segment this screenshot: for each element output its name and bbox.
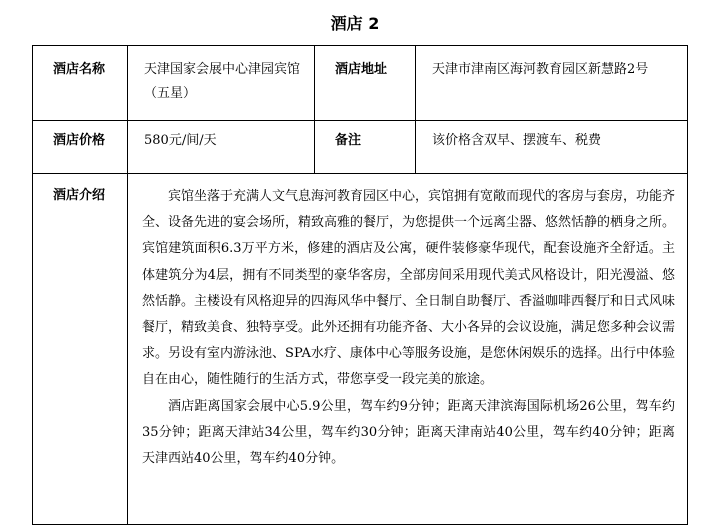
table-row bbox=[33, 46, 688, 121]
hotel-intro-label: 酒店介绍 bbox=[33, 174, 128, 525]
table-row bbox=[33, 174, 688, 525]
hotel-name-value: 天津国家会展中心津园宾馆（五星） bbox=[128, 46, 315, 121]
hotel-name-label: 酒店名称 bbox=[33, 46, 128, 121]
hotel-price-value: 580元/间/天 bbox=[128, 121, 315, 174]
hotel-price-label: 酒店价格 bbox=[33, 121, 128, 174]
page-title: 酒店 2 bbox=[330, 14, 380, 33]
table-row bbox=[33, 121, 688, 174]
hotel-distance-paragraph: 酒店距离国家会展中心5.9公里，驾车约9分钟；距离天津滨海国际机场26公里，驾车约35分钟；距离天津站34公里，驾车约30分钟；距离天津南站40公里，驾车约40分钟；距离天津西站40公里，驾车约40分钟。 bbox=[142, 398, 675, 467]
hotel-intro-paragraph: 宾馆坐落于充满人文气息海河教育园区中心，宾馆拥有宽敞而现代的客房与套房，功能齐全、设备先进的宴会场所，精致高雅的餐厅，为您提供一个远离尘器、悠然恬静的栖身之所。宾馆建筑面积6.3万平方米，修建的酒店及公寓，硬件装修豪华现代，配套设施齐全舒适。主体建筑分为4层，拥有不同类型的豪华客房，全部房间采用现代美式风格设计，阳光漫溢、悠然恬静。主楼设有风格迎异的四海风华中餐厅、全日制自助餐厅、香溢咖啡西餐厅和日式风味餐厅，精致美食、独特享受。此外还拥有功能齐备、大小各异的会议设施，满足您多种会议需求。另设有室内游泳池、SPA水疗、康体中心等服务设施，是您休闲娱乐的选择。出行中体验自在由心，随性随行的生活方式，带您享受一段完美的旅途。 bbox=[142, 189, 676, 388]
hotel-intro-content bbox=[128, 174, 688, 525]
hotel-info-table bbox=[32, 45, 688, 525]
hotel-address-value: 天津市津南区海河教育园区新慧路2号 bbox=[416, 46, 688, 121]
hotel-address-label: 酒店地址 bbox=[315, 46, 416, 121]
note-value: 该价格含双早、摆渡车、税费 bbox=[416, 121, 688, 174]
note-label: 备注 bbox=[315, 121, 416, 174]
